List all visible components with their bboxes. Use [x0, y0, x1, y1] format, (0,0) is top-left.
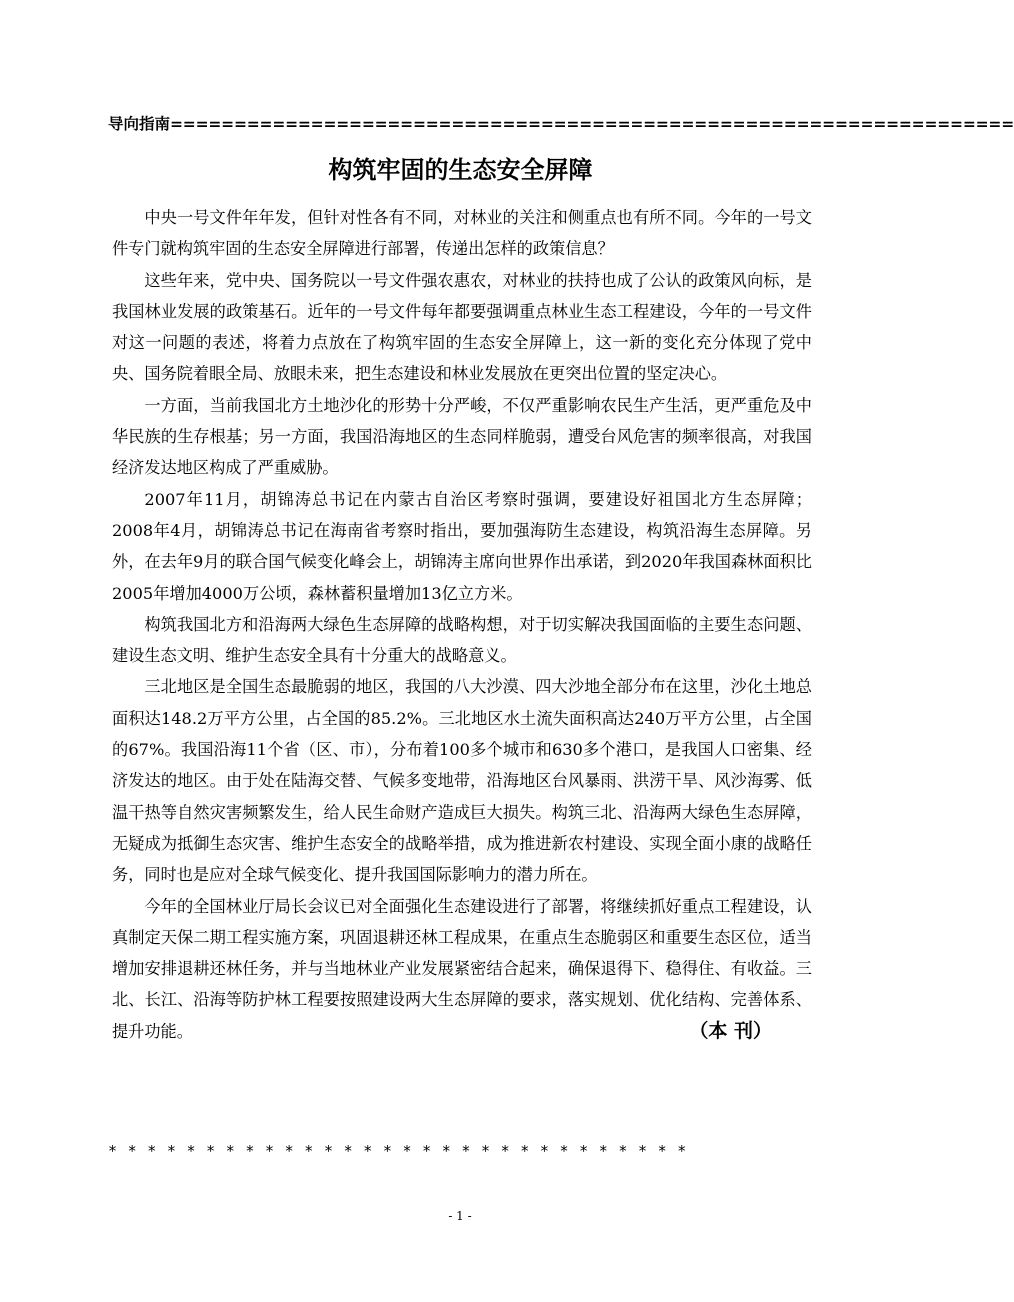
article-paragraph-text: 今年的全国林业厅局长会议已对全面强化生态建设进行了部署，将继续抓好重点工程建设，认真制定天保二期工程实施方案，巩固退耕还林工程成果，在重点生态脆弱区和重要生态区位，适当增加安排退耕还林任务，并与当地林业产业发展紧密结合起来，确保退得下、稳得住、有收益。三北、长江、沿海等防护林工程要按照建设两大生态屏障的要求，落实规划、优化结构、完善体系、提升功能。	[112, 896, 812, 1041]
article-title: 构筑牢固的生态安全屏障	[328, 156, 593, 184]
article-paragraph-last	[112, 891, 812, 1047]
section-label: 导向指南	[108, 115, 171, 133]
article-paragraph: 构筑我国北方和沿海两大绿色生态屏障的战略构想，对于切实解决我国面临的主要生态问题、建设生态文明、维护生态安全具有十分重大的战略意义。	[112, 614, 812, 666]
article-paragraph: 中央一号文件年年发，但针对性各有不同，对林业的关注和侧重点也有所不同。今年的一号文件专门就构筑牢固的生态安全屏障进行部署，传递出怎样的政策信息？	[112, 208, 812, 259]
header-rule: ==================================================================	[170, 115, 1014, 133]
page-number: - 1 -	[448, 1209, 472, 1223]
article-paragraph: 一方面，当前我国北方土地沙化的形势十分严峻，不仅严重影响农民生产生活，更严重危及中华民族的生存根基；另一方面，我国沿海地区的生态同样脆弱，遭受台风危害的频率很高，对我国经济发达地区构成了严重威胁。	[112, 395, 812, 478]
article-paragraph: 2007年11月，胡锦涛总书记在内蒙古自治区考察时强调，要建设好祖国北方生态屏障；2008年4月，胡锦涛总书记在海南省考察时指出，要加强海防生态建设，构筑沿海生态屏障。另外，在去年9月的联合国气候变化峰会上，胡锦涛主席向世界作出承诺，到2020年我国森林面积比2005年增加4000万公顷，森林蓄积量增加13亿立方米。	[112, 489, 812, 603]
byline: （本 刊）	[689, 1019, 772, 1042]
section-header	[108, 113, 1014, 135]
star-separator: ******************************	[108, 1142, 697, 1160]
article-paragraph: 这些年来，党中央、国务院以一号文件强农惠农，对林业的扶持也成了公认的政策风向标，是我国林业发展的政策基石。近年的一号文件每年都要强调重点林业生态工程建设，今年的一号文件对这一问题的表述，将着力点放在了构筑牢固的生态安全屏障上，这一新的变化充分体现了党中央、国务院着眼全局、放眼未来，把生态建设和林业发展放在更突出位置的坚定决心。	[112, 270, 812, 384]
article-body	[112, 202, 812, 1047]
article-paragraph: 三北地区是全国生态最脆弱的地区，我国的八大沙漠、四大沙地全部分布在这里，沙化土地总面积达148.2万平方公里，占全国的85.2%。三北地区水土流失面积高达240万平方公里，占全国的67%。我国沿海11个省（区、市），分布着100多个城市和630多个港口，是我国人口密集、经济发达的地区。由于处在陆海交替、气候多变地带，沿海地区台风暴雨、洪涝干旱、风沙海雾、低温干热等自然灾害频繁发生，给人民生命财产造成巨大损失。构筑三北、沿海两大绿色生态屏障，无疑成为抵御生态灾害、维护生态安全的战略举措，成为推进新农村建设、实现全面小康的战略任务，同时也是应对全球气候变化、提升我国国际影响力的潜力所在。	[112, 677, 812, 885]
